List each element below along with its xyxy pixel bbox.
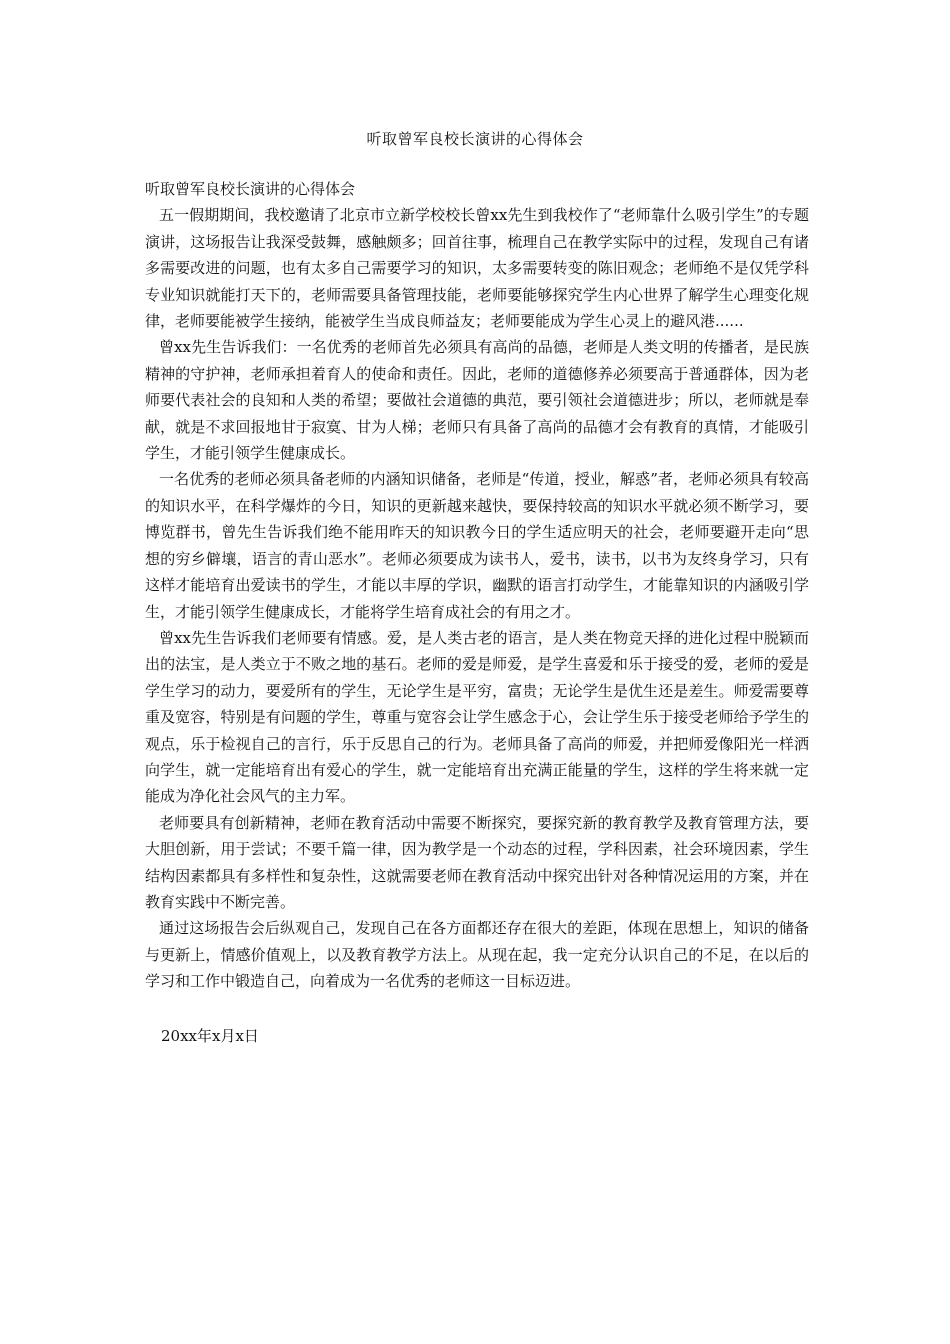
paragraph-1: 五一假期期间，我校邀请了北京市立新学校校长曾xx先生到我校作了“老师靠什么吸引学生”的专题演讲，这场报告让我深受鼓舞，感触颇多；回首往事，梳理自己在教学实际中的过程，发现自己有诸多需要改进的问题，也有太多自己需要学习的知识，太多需要转变的陈旧观念；老师绝不是仅凭学科专业知识就能打天下的，老师需要具备管理技能，老师要能够探究学生内心世界了解学生心理变化规律，老师要能被学生接纳，能被学生当成良师益友；老师要能成为学生心灵上的避风港...... [145, 206, 809, 331]
document-date: 20xx年x月x日 [161, 1027, 259, 1045]
paragraph-3: 一名优秀的老师必须具备老师的内涵知识储备，老师是“传道，授业，解惑”者，老师必须具有较高的知识水平，在科学爆炸的今日，知识的更新越来越快，要保持较高的知识水平就必须不断学习，要博览群书，曾先生告诉我们绝不能用昨天的知识教今日的学生适应明天的社会，老师要避开走向“思想的穷乡僻壤，语言的青山恶水”。老师必须要成为读书人，爱书，读书，以书为友终身学习，只有这样才能培育出爱读书的学生，才能以丰厚的学识，幽默的语言打动学生，才能靠知识的内涵吸引学生，才能引领学生健康成长，才能将学生培育成社会的有用之才。 [145, 470, 809, 621]
paragraph-6: 通过这场报告会后纵观自己，发现自己在各方面都还存在很大的差距，体现在思想上，知识的储备与更新上，情感价值观上，以及教育教学方法上。从现在起，我一定充分认识自己的不足，在以后的学习和工作中锻造自己，向着成为一名优秀的老师这一目标迈进。 [145, 919, 809, 991]
document-body [145, 176, 809, 995]
paragraph-4: 曾xx先生告诉我们老师要有情感。爱，是人类古老的语言，是人类在物竞天择的进化过程中脱颖而出的法宝，是人类立于不败之地的基石。老师的爱是师爱，是学生喜爱和乐于接受的爱，老师的爱是学生学习的动力，要爱所有的学生，无论学生是平穷，富贵；无论学生是优生还是差生。师爱需要尊重及宽容，特别是有问题的学生，尊重与宽容会让学生感念于心，会让学生乐于接受老师给予学生的观点，乐于检视自己的言行，乐于反思自己的行为。老师具备了高尚的师爱，并把师爱像阳光一样洒向学生，就一定能培育出有爱心的学生，就一定能培育出充满正能量的学生，这样的学生将来就一定能成为净化社会风气的主力军。 [145, 628, 809, 806]
paragraph-2: 曾xx先生告诉我们：一名优秀的老师首先必须具有高尚的品德，老师是人类文明的传播者，是民族精神的守护神，老师承担着育人的使命和责任。因此，老师的道德修养必须要高于普通群体，因为老师要代表社会的良知和人类的希望；要做社会道德的典范，要引领社会道德进步；所以，老师就是奉献，就是不求回报地甘于寂寞、甘为人梯；老师只有具备了高尚的品德才会有教育的真情，才能吸引学生，才能引领学生健康成长。 [145, 338, 809, 463]
document-subtitle: 听取曾军良校长演讲的心得体会 [145, 180, 356, 198]
document-title: 听取曾军良校长演讲的心得体会 [366, 130, 584, 148]
paragraph-5: 老师要具有创新精神，老师在教育活动中需要不断探究，要探究新的教育教学及教育管理方法，要大胆创新，用于尝试；不要千篇一律，因为教学是一个动态的过程，学科因素，社会环境因素，学生结构因素都具有多样性和复杂性，这就需要老师在教育活动中探究出针对各种情况运用的方案，并在教育实践中不断完善。 [145, 813, 809, 911]
